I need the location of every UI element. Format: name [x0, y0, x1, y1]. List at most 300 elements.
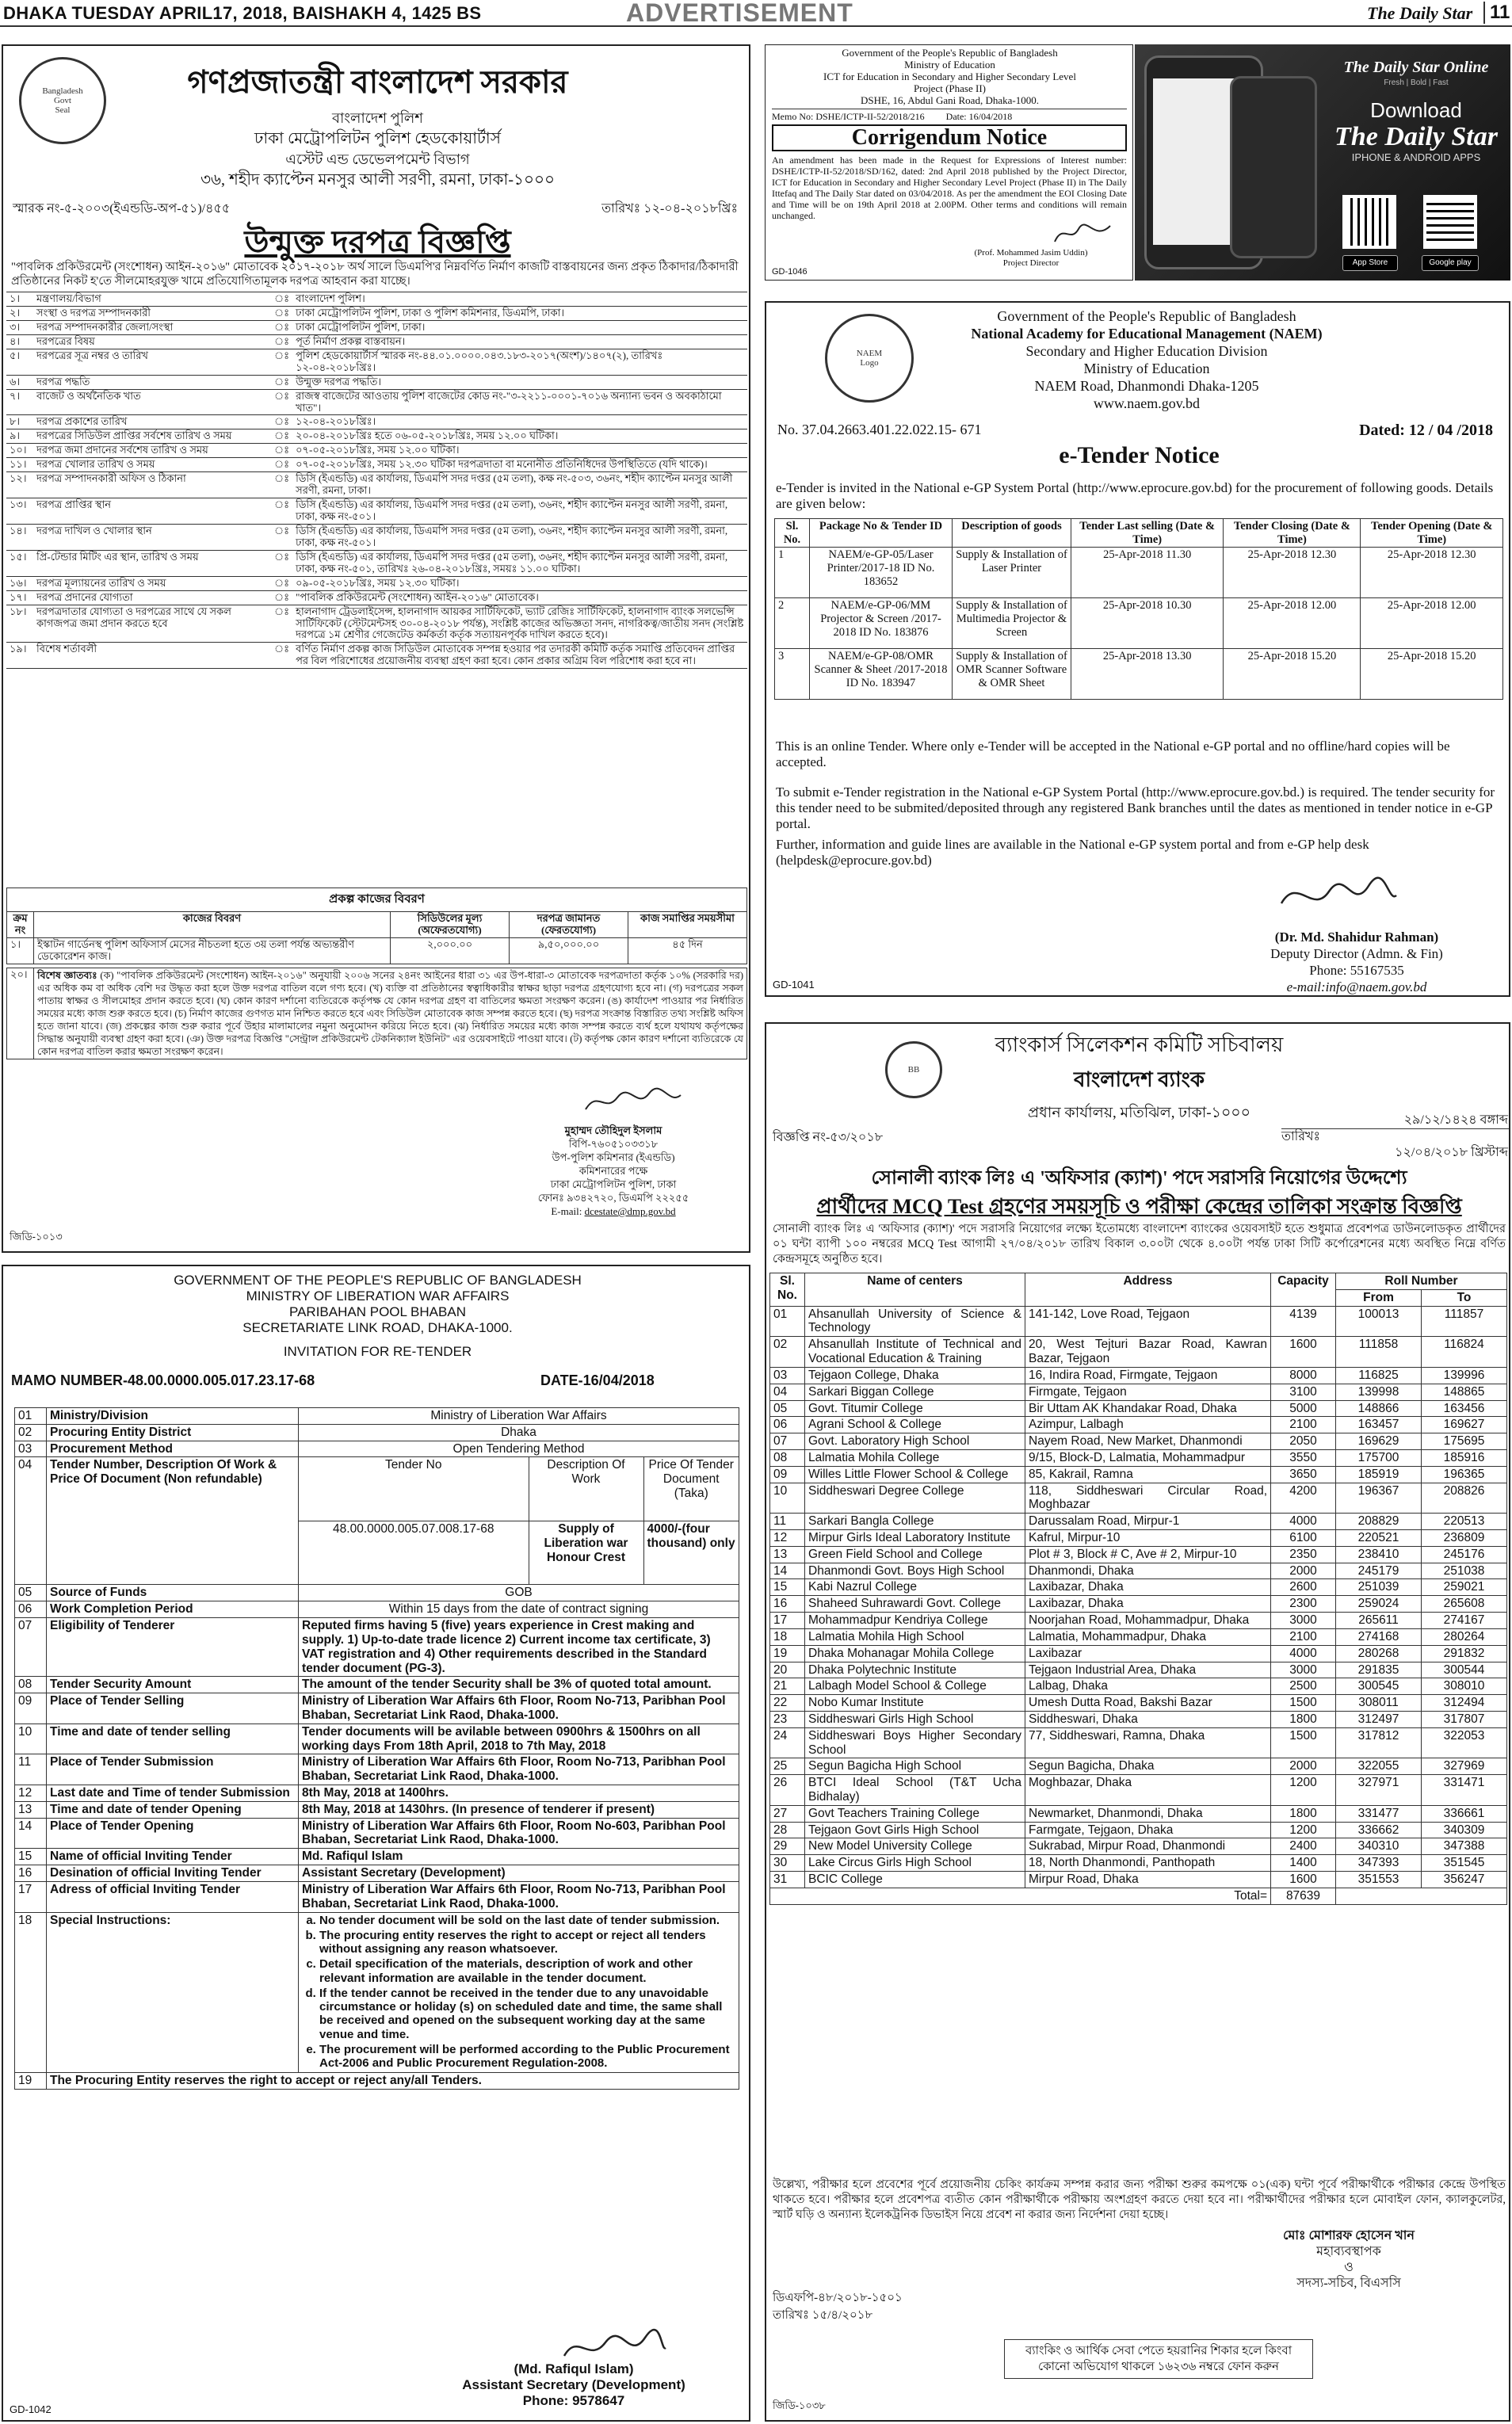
bank-cell: Dhanmondi Govt. Boys High School — [805, 1563, 1025, 1579]
bn1-work-section — [6, 888, 747, 1059]
bank-cell: 312497 — [1336, 1711, 1422, 1727]
bank-title2: প্রার্থীদের MCQ Test গ্রহণের সময়সূচি ও পরীক্ষা কেন্দ্রের তালিকা সংক্রান্ত বিজ্ঞপ্তি — [816, 1195, 1462, 1218]
naem-signer-line: Deputy Director (Admn. & Fin) — [1270, 946, 1443, 961]
bn1-colon: ঃ — [271, 320, 292, 334]
re-cell: 15 — [15, 1849, 47, 1865]
bank-cell: 118, Siddheswari Circular Road, Moghbazar — [1025, 1483, 1271, 1514]
re-title: INVITATION FOR RE-TENDER — [283, 1344, 472, 1359]
naem-header-row — [775, 519, 1503, 548]
bank-cell: 77, Siddheswari, Ramna, Dhaka — [1025, 1727, 1271, 1758]
bn1-cell: ১২। — [6, 472, 33, 498]
corr-memo-bar — [772, 109, 1127, 123]
re-cell: Special Instructions: — [47, 1912, 299, 2073]
bank-cell: 04 — [770, 1384, 805, 1400]
corr-header-line: Government of the People's Republic of Bangladesh — [842, 47, 1058, 59]
bank-cell: New Model University College — [805, 1838, 1025, 1855]
naem-email[interactable]: e-mail:info@naem.gov.bd — [1286, 979, 1427, 994]
bank-cell: 185919 — [1336, 1466, 1422, 1483]
bank-cell: 220521 — [1336, 1530, 1422, 1547]
re-row — [15, 1585, 739, 1601]
naem-cell: 25-Apr-2018 13.30 — [1071, 649, 1224, 700]
bank-cell: Govt. Laboratory High School — [805, 1433, 1025, 1450]
bank-cell: 4200 — [1271, 1483, 1336, 1514]
bn1-row — [6, 306, 747, 320]
bn1-special-no: ২০। — [7, 968, 34, 1059]
bn1-cell: ডিসি (ইএন্ডডি) এর কার্যালয়, ডিএমপি সদর দপ্তর (৫ম তলা), ৩৬নং, শহীদ ক্যাপ্টেন মনসুর আলী সরণী, রমনা, ঢাকা, কক্ষ নং-৫০১, তারিখঃ ২৬-০৪-২০১৮খ্রিঃ, সময়ঃ ১১.০০ ঘটিকা। — [292, 550, 747, 576]
bank-cell: 15 — [770, 1579, 805, 1596]
bank-cell: 4139 — [1271, 1306, 1336, 1337]
naem-header-line: Government of the People's Republic of Bangladesh — [997, 308, 1296, 324]
re-cell: 02 — [15, 1424, 47, 1441]
bn1-work-cell: ৪৫ দিন — [628, 937, 747, 964]
bank-cell: Laxibazar, Dhaka — [1025, 1596, 1271, 1613]
bn1-cell: ০৭-০৫-২০১৮খ্রিঃ, সময় ১২.০০ ঘটিকা। — [292, 444, 747, 458]
bank-logo-icon: BB — [885, 1041, 942, 1098]
bank-cell: 1200 — [1271, 1822, 1336, 1838]
corr-header — [766, 47, 1133, 106]
bank-row — [770, 1775, 1507, 1806]
bank-cell: 139998 — [1336, 1384, 1422, 1400]
re-instruction-item: c. Detail specification of the materials, description of work and other relevant information are available in the tender document. — [319, 1957, 735, 1985]
bank-total: 87639 — [1271, 1888, 1336, 1904]
corr-memo: Memo No: DSHE/ICTP-II-52/2018/216 — [772, 111, 925, 122]
bank-cell: 1500 — [1271, 1695, 1336, 1712]
bn1-rows — [6, 292, 747, 669]
bank-cell: Noorjahan Road, Mohammadpur, Dhaka — [1025, 1613, 1271, 1629]
bn1-cell: "পাবলিক প্রকিউরমেন্ট (সংশোধন) আইন-২০১৬" মোতাবেক। — [292, 590, 747, 605]
bn1-cell: দরপত্র সম্পাদনকারী অফিস ও ঠিকানা — [33, 472, 271, 498]
section-label: ADVERTISEMENT — [626, 0, 853, 27]
bank-cell: 8000 — [1271, 1367, 1336, 1384]
re-table — [14, 1407, 739, 2090]
bn1-cell: ১। — [6, 292, 33, 307]
re-cell: Reputed firms having 5 (five) years experience in Crest making and supply. 1) Up-to-date trade licence 2) Current income tax certificate, 3) VAT registration and 4) Other requirements described in the Standard tender document (PG-3). — [299, 1618, 739, 1677]
bank-signer-line: সদস্য-সচিব, বিএসসি — [1296, 2277, 1401, 2290]
bank-cell: 300544 — [1422, 1662, 1507, 1678]
re-cell: 8th May, 2018 at 1400hrs. — [299, 1785, 739, 1802]
re-cell: Dhaka — [299, 1424, 739, 1441]
re-cell: 17 — [15, 1881, 47, 1912]
bn1-cell: দরপত্র প্রকাশের তারিখ — [33, 415, 271, 429]
bn1-cell: ডিসি (ইএন্ডডি) এর কার্যালয়, ডিএমপি সদর দপ্তর (৫ম তলা), ৩৬নং, শহীদ ক্যাপ্টেন মনসুর আলী সরণী, রমনা, ঢাকা, কক্ষ নং-৫০১। — [292, 524, 747, 550]
bank-cell: 06 — [770, 1417, 805, 1433]
bn1-work-header: কাজ সমাপ্তির সময়সীমা — [628, 912, 747, 938]
re-r4-value: 48.00.0000.005.07.008.17-68 — [299, 1521, 529, 1584]
naem-memo: No. 37.04.2663.401.22.022.15- 671 — [777, 422, 982, 437]
bn1-cell: ১৯। — [6, 643, 33, 669]
bn1-title: উন্মুক্ত দরপত্র বিজ্ঞপ্তি — [244, 224, 511, 260]
naem-signer-line: (Dr. Md. Shahidur Rahman) — [1274, 930, 1439, 945]
bank-cell: 322053 — [1422, 1727, 1507, 1758]
re-cell: 01 — [15, 1408, 47, 1425]
bank-cell: 111857 — [1422, 1306, 1507, 1337]
bank-cell: 4000 — [1271, 1514, 1336, 1530]
bank-row — [770, 1417, 1507, 1433]
bank-cell: Lalmatia Mohila High School — [805, 1628, 1025, 1645]
bank-cell: 274168 — [1336, 1628, 1422, 1645]
re-header-line: GOVERNMENT OF THE PEOPLE'S REPUBLIC OF BANGLADESH — [174, 1273, 582, 1288]
naem-header-line: Ministry of Education — [1083, 361, 1210, 376]
re-instruction-item: a. No tender document will be sold on the last date of tender submission. — [319, 1914, 735, 1927]
bank-row — [770, 1628, 1507, 1645]
bn1-cell: ১২-০৪-২০১৮খ্রিঃ। — [292, 415, 747, 429]
bn1-gov: গণপ্রজাতন্ত্রী বাংলাদেশ সরকার — [187, 64, 568, 100]
re-cell: Place of Tender Submission — [47, 1754, 299, 1785]
masthead — [0, 0, 1512, 27]
bank-cell: Laxibazar — [1025, 1645, 1271, 1662]
bank-date1: ২৯/১২/১৪২৪ বঙ্গাব্দ — [1281, 1113, 1510, 1129]
bank-cell: Dhaka Polytechnic Institute — [805, 1662, 1025, 1678]
bank-row — [770, 1400, 1507, 1417]
re-cell: Desination of official Inviting Tender — [47, 1865, 299, 1882]
re-cell: Md. Rafiqul Islam — [299, 1849, 739, 1865]
bank-cell: 259024 — [1336, 1596, 1422, 1613]
naem-paragraphs — [776, 739, 1501, 868]
bn1-row — [6, 524, 747, 550]
re-cell: Time and date of tender selling — [47, 1724, 299, 1754]
naem-header-cell: Sl. No. — [775, 519, 810, 548]
bank-cell: 169627 — [1422, 1417, 1507, 1433]
re-signer-line: (Md. Rafiqul Islam) — [514, 2361, 634, 2376]
bank-cell: 10 — [770, 1483, 805, 1514]
naem-table — [774, 518, 1503, 700]
bn1-work-heading: প্রকল্প কাজের বিবরণ — [6, 888, 747, 911]
bank-cell: 163457 — [1336, 1417, 1422, 1433]
re-cell: Time and date of tender Opening — [47, 1801, 299, 1818]
bn1-cell: দরপত্রের বিষয় — [33, 334, 271, 349]
bank-row — [770, 1337, 1507, 1368]
re-instruction-item: d. If the tender cannot be received in the tender due to any unavoidable circumstance or holiday (s) on scheduled date and time, the same shall be received and opened on the subsequent working day at the same venue and time. — [319, 1987, 735, 2041]
bank-gd-code: জিডি-১০৩৮ — [773, 2399, 826, 2411]
bn1-special-table — [6, 968, 747, 1059]
bank-cell: Tejgaon Govt Girls High School — [805, 1822, 1025, 1838]
bank-cell: 322055 — [1336, 1758, 1422, 1775]
naem-cell: 3 — [775, 649, 810, 700]
bank-hotline-box: ব্যাংকিং ও আর্থিক সেবা পেতে হয়রানির শিকার হলে কিংবা কোনো অভিযোগ থাকলে ১৬২৩৬ নম্বরে ফোন করুন — [1004, 2339, 1313, 2379]
naem-header-cell: Package No & Tender ID — [810, 519, 953, 548]
naem-date: Dated: 12 / 04 /2018 — [1359, 422, 1493, 439]
re-r18-list — [302, 1914, 735, 2071]
bank-cell: 1400 — [1271, 1855, 1336, 1872]
bank-total-label: Total= — [770, 1888, 1271, 1904]
bn1-colon: ঃ — [271, 444, 292, 458]
bn1-cell: ৩। — [6, 320, 33, 334]
bank-cell: 220513 — [1422, 1514, 1507, 1530]
naem-cell: Supply & Installation of Laser Printer — [953, 548, 1071, 598]
bn1-cell: ১১। — [6, 458, 33, 472]
bank-cell: 03 — [770, 1367, 805, 1384]
naem-header-cell: Description of goods — [953, 519, 1071, 548]
bank-cell: 2050 — [1271, 1433, 1336, 1450]
bank-signer-line: ও — [1344, 2261, 1354, 2274]
re-instruction-item: b. The procuring entity reserves the right to accept or reject all tenders without assigning any reason whatsoever. — [319, 1929, 735, 1956]
re-cell: Procurement Method — [47, 1441, 299, 1457]
bn1-cell: ৪। — [6, 334, 33, 349]
bn1-colon: ঃ — [271, 590, 292, 605]
naem-cell: 25-Apr-2018 12.30 — [1224, 548, 1361, 598]
re-cell: 16 — [15, 1865, 47, 1882]
naem-cell: 25-Apr-2018 10.30 — [1071, 598, 1224, 649]
bn1-row — [6, 349, 747, 375]
bank-cell: 331477 — [1336, 1805, 1422, 1822]
bank-cell: Govt Teachers Training College — [805, 1805, 1025, 1822]
bn1-cell: হালনাগাদ ট্রেডলাইসেন্স, হালনাগাদ আয়কর সার্টিফিকেট, ভ্যাট রেজিঃ সার্টিফিকেট, হালনাগাদ ব্যাংক সলভেন্সি সার্টিফিকেট (স্টেটমেন্টসহ ৩০-০৪-২০১৮ পর্যন্ত), সংশ্লিষ্ট কাজের অভিজ্ঞতা সনদ, নাগরিকত্ব/জাতীয় সনদ (সংশ্লিষ্ট দরপত্রে ১ম শ্রেণীর গেজেটেড কর্মকর্তা কর্তৃক সত্যায়নপূর্বক দাখিল করতে হবে)। — [292, 605, 747, 643]
bn1-work-header: ক্রম নং — [7, 912, 34, 938]
corr-header-line: ICT for Education in Secondary and Higher Secondary Level — [823, 71, 1076, 82]
bn1-gd-code: জিডি-১০১৩ — [10, 1231, 63, 1243]
naem-logo-icon: NAEM Logo — [825, 314, 914, 403]
re-row — [15, 1801, 739, 1818]
bn1-signer — [479, 1124, 748, 1218]
bank-cell: Lake Circus Girls High School — [805, 1855, 1025, 1872]
naem-cell: 25-Apr-2018 12.00 — [1224, 598, 1361, 649]
bn1-colon: ঃ — [271, 576, 292, 590]
bn1-cell: দরপত্র প্রাপ্তির স্থান — [33, 498, 271, 525]
app-store-button[interactable]: App Store — [1342, 255, 1398, 271]
bank-cell: 2600 — [1271, 1579, 1336, 1596]
bn1-colon: ঃ — [271, 458, 292, 472]
naem-header-cell: Tender Opening (Date & Time) — [1361, 519, 1503, 548]
re-cell: 06 — [15, 1601, 47, 1618]
bank-rows — [770, 1306, 1507, 1888]
bank-cell: Siddheswari Boys Higher Secondary School — [805, 1727, 1025, 1758]
bank-row — [770, 1563, 1507, 1579]
bank-cell: Green Field School and College — [805, 1546, 1025, 1563]
naem-header-cell: Tender Last selling (Date & Time) — [1071, 519, 1224, 548]
re-cell: Ministry/Division — [47, 1408, 299, 1425]
bank-cell: 2400 — [1271, 1838, 1336, 1855]
corr-signer-line: Project Director — [1002, 258, 1060, 268]
bank-cell: Darussalam Road, Mirpur-1 — [1025, 1514, 1271, 1530]
bank-cell: 331471 — [1422, 1775, 1507, 1806]
naem-cell: Supply & Installation of OMR Scanner Software & OMR Sheet — [953, 649, 1071, 700]
bank-row — [770, 1695, 1507, 1712]
bank-title1: সোনালী ব্যাংক লিঃ এ 'অফিসার (ক্যাশ)' পদে সরাসরি নিয়োগের উদ্দেশ্যে — [871, 1168, 1407, 1189]
naem-row — [775, 598, 1503, 649]
bank-cell: Siddheswari, Dhaka — [1025, 1711, 1271, 1727]
bn1-cell: দরপত্রদাতার যোগ্যতা ও দরপত্রের সাথে যে সকল কাগজপত্র জমা প্রদান করতে হবে — [33, 605, 271, 643]
bn1-cell: ৮। — [6, 415, 33, 429]
bank-cell: 17 — [770, 1613, 805, 1629]
bn1-cell: ঢাকা মেট্রোপলিটন পুলিশ, ঢাকা। — [292, 320, 747, 334]
bank-row — [770, 1822, 1507, 1838]
bn1-cell: ডিসি (ইএন্ডডি) এর কার্যালয়, ডিএমপি সদর দপ্তর (৫ম তলা), কক্ষ নং-৫০৩, ৩৬নং, শহীদ ক্যাপ্টেন মনসুর আলী সরণী, রমনা, ঢাকা। — [292, 472, 747, 498]
corr-header-line: Project (Phase II) — [914, 82, 986, 94]
re-cell: 12 — [15, 1785, 47, 1802]
bank-cell: 1500 — [1271, 1727, 1336, 1758]
bank-cell: 347393 — [1336, 1855, 1422, 1872]
bn1-row — [6, 472, 747, 498]
bank-cell: Newmarket, Dhanmondi, Dhaka — [1025, 1805, 1271, 1822]
bank-cell: Mirpur Girls Ideal Laboratory Institute — [805, 1530, 1025, 1547]
page-number: 11 — [1483, 2, 1510, 24]
bank-cell: 5000 — [1271, 1400, 1336, 1417]
bank-date2: ১২/০৪/২০১৮ খ্রিস্টাব্দ — [1395, 1146, 1508, 1159]
bn1-signer-line: বিপি-৭৬০৫১০৩৩১৮ — [568, 1138, 659, 1150]
bank-cell: Tejgaon College, Dhaka — [805, 1367, 1025, 1384]
bank-cell: 236809 — [1422, 1530, 1507, 1547]
naem-cell: 25-Apr-2018 12.30 — [1361, 548, 1503, 598]
bn1-colon: ঃ — [271, 643, 292, 669]
bank-header-cell: Name of centers — [805, 1273, 1025, 1307]
bank-row — [770, 1466, 1507, 1483]
bank-row — [770, 1662, 1507, 1678]
bank-cell: BTCI Ideal School (T&T Ucha Bidhalay) — [805, 1775, 1025, 1806]
bank-cell: 351545 — [1422, 1855, 1507, 1872]
bn1-signer-line: মুহাম্মদ তৌহিদুল ইসলাম — [564, 1124, 662, 1136]
bn1-colon: ঃ — [271, 334, 292, 349]
re-cell: Adress of official Inviting Tender — [47, 1881, 299, 1912]
bank-header-cell: Sl. No. — [770, 1273, 805, 1307]
bank-cell: Lalmatia Mohila College — [805, 1449, 1025, 1466]
bank-cell: 3100 — [1271, 1384, 1336, 1400]
bn1-work-cell: ২,০০০.০০ — [391, 937, 510, 964]
bn1-date: তারিখঃ ১২-০৪-২০১৮খ্রিঃ — [601, 202, 738, 216]
bank-cell: Mirpur Road, Dhaka — [1025, 1872, 1271, 1888]
bank-cell: 2000 — [1271, 1758, 1336, 1775]
bn1-work-cell: ১। — [7, 937, 34, 964]
bank-row — [770, 1367, 1507, 1384]
re-memo: MAMO NUMBER-48.00.0000.005.017.23.17-68 — [11, 1372, 315, 1388]
bn1-colon: ঃ — [271, 306, 292, 320]
bank-cell: 02 — [770, 1337, 805, 1368]
bank-cell: 265611 — [1336, 1613, 1422, 1629]
naem-cell: NAEM/e-GP-05/Laser Printer/2017-18 ID No. 183652 — [810, 548, 953, 598]
naem-header-line: www.naem.gov.bd — [1093, 395, 1201, 411]
bank-cell: Shaheed Suhrawardi Govt. College — [805, 1596, 1025, 1613]
re-header-line: SECRETARIATE LINK ROAD, DHAKA-1000. — [242, 1320, 513, 1335]
re-cell: Source of Funds — [47, 1585, 299, 1601]
re-cell: 04 — [15, 1457, 47, 1585]
bn1-cell: ১৩। — [6, 498, 33, 525]
re-rows — [15, 1585, 739, 1912]
bank-cell: 351553 — [1336, 1872, 1422, 1888]
bank-cell: 2000 — [1271, 1563, 1336, 1579]
bn1-cell: দরপত্রের সিডিউল প্রাপ্তির সর্বশেষ তারিখ ও সময় — [33, 429, 271, 444]
bn1-email-link[interactable]: dcestate@dmp.gov.bd — [584, 1205, 676, 1217]
bank-cell: 317807 — [1422, 1711, 1507, 1727]
bank-cell: Lalbagh Model School & College — [805, 1678, 1025, 1695]
re-cell: 8th May, 2018 at 1430hrs. (In presence of tenderer if present) — [299, 1801, 739, 1818]
promo-tag: Fresh | Bold | Fast — [1384, 78, 1449, 87]
app-promo-ad — [1135, 44, 1510, 281]
bn1-row — [6, 334, 747, 349]
bank-cell: 116825 — [1336, 1367, 1422, 1384]
re-cell: 13 — [15, 1801, 47, 1818]
bank-cell: Mohammadpur Kendriya College — [805, 1613, 1025, 1629]
bank-date-block — [1281, 1113, 1510, 1161]
bank-row — [770, 1838, 1507, 1855]
re-header-line: MINISTRY OF LIBERATION WAR AFFAIRS — [246, 1288, 510, 1304]
bank-cell: Kabi Nazrul College — [805, 1579, 1025, 1596]
bank-cell: 274167 — [1422, 1613, 1507, 1629]
bn1-row — [6, 292, 747, 307]
bank-cell: 31 — [770, 1872, 805, 1888]
bank-cell: Sarkari Bangla College — [805, 1514, 1025, 1530]
bn1-cell: ০৯-০৫-২০১৮খ্রিঃ, সময় ১২.৩০ ঘটিকা। — [292, 576, 747, 590]
corr-body: An amendment has been made in the Request for Expressions of Interest number: DSHE/ICTP-II-52/2018/SD/162, dated: 2nd April 2018 published by the Project Director, ICT for Education in Secondary and Higher Secondary Level Project (Phase II) in The Daily Ittefaq and The Daily Star dated on 03/04/2018. As per the amendment the EOI Closing Date and Time will be on 19th April 2018 at 2.00PM. Other terms and conditions will remain unchanged. — [772, 155, 1127, 221]
bank-cell: 1800 — [1271, 1711, 1336, 1727]
bank-cell: 336662 — [1336, 1822, 1422, 1838]
re-cell: 18 — [15, 1912, 47, 2073]
bn1-row — [6, 576, 747, 590]
bank-cell: 139996 — [1422, 1367, 1507, 1384]
bank-cell: 2500 — [1271, 1678, 1336, 1695]
google-play-button[interactable]: Google play — [1422, 255, 1479, 271]
bank-cell: 291832 — [1422, 1645, 1507, 1662]
bank-total-blank — [1336, 1888, 1507, 1904]
bank-h2: বাংলাদেশ ব্যাংক — [1073, 1068, 1205, 1091]
re-cell: 14 — [15, 1818, 47, 1849]
bn1-colon: ঃ — [271, 472, 292, 498]
bank-cell: Plot # 3, Block # C, Ave # 2, Mirpur-10 — [1025, 1546, 1271, 1563]
naem-title: e-Tender Notice — [1059, 442, 1220, 468]
bn1-signer-line: উপ-পুলিশ কমিশনার (ইএন্ডডি) — [552, 1151, 675, 1163]
bank-cell: 116824 — [1422, 1337, 1507, 1368]
bank-cell: Kafrul, Mirpur-10 — [1025, 1530, 1271, 1547]
re-tender-ad — [2, 1265, 750, 2422]
bn1-org-line: ৩৬, শহীদ ক্যাপ্টেন মনসুর আলী সরণী, রমনা, ঢাকা-১০০০ — [200, 171, 555, 189]
bn1-cell: ২। — [6, 306, 33, 320]
bank-row — [770, 1433, 1507, 1450]
corr-header-line: DSHE, 16, Abdul Gani Road, Dhaka-1000. — [861, 94, 1039, 106]
bn1-work-cell: ইস্কাটন গার্ডেনস্থ পুলিশ অফিসার্স মেসের নীচতলা হতে ৩য় তলা পর্যন্ত অভ্যন্তরীণ ডেকোরেশন কাজ। — [34, 937, 391, 964]
bn1-email-line — [479, 1204, 748, 1218]
bn1-row — [6, 498, 747, 525]
bank-cell: Sukrabad, Mirpur Road, Dhanmondi — [1025, 1838, 1271, 1855]
bn1-cell: পুলিশ হেডকোয়ার্টার্স স্মারক নং-৪৪.০১.০০০০.০৪৩.১৮৩-২০১৭(অংশ)/১৪০৭(২), তারিখঃ ১২-০৪-২০১৮খ্রিঃ। — [292, 349, 747, 375]
bank-cell: 280268 — [1336, 1645, 1422, 1662]
bank-cell: 27 — [770, 1805, 805, 1822]
re-cell: Procuring Entity District — [47, 1424, 299, 1441]
bank-cell: Tejgaon Industrial Area, Dhaka — [1025, 1662, 1271, 1678]
bn1-org-line: ঢাকা মেট্রোপলিটন পুলিশ হেডকোয়ার্টার্স — [254, 130, 501, 147]
re-cell: The Procuring Entity reserves the right to accept or reject any/all Tenders. — [47, 2073, 739, 2090]
bank-cell: 111858 — [1336, 1337, 1422, 1368]
re-gd-code: GD-1042 — [10, 2403, 52, 2415]
bank-cell: Lalbag, Dhaka — [1025, 1678, 1271, 1695]
bank-cell: 208829 — [1336, 1514, 1422, 1530]
bn1-cell: ১০। — [6, 444, 33, 458]
bank-cell: BCIC College — [805, 1872, 1025, 1888]
re-signer — [415, 2361, 732, 2409]
bank-row — [770, 1449, 1507, 1466]
naem-header — [861, 307, 1432, 412]
re-r4-header: Price Of Tender Document (Taka) — [643, 1457, 739, 1521]
bank-cell: 327969 — [1422, 1758, 1507, 1775]
bn1-cell: সংস্থা ও দরপত্র সম্পাদনকারী — [33, 306, 271, 320]
corr-date: Date: 16/04/2018 — [945, 111, 1013, 122]
bn1-row — [6, 605, 747, 643]
re-cell: Within 15 days from the date of contract signing — [299, 1601, 739, 1618]
bank-header-cell: From — [1336, 1289, 1422, 1306]
bank-cell: 280264 — [1422, 1628, 1507, 1645]
corr-title: Corrigendum Notice — [772, 124, 1127, 151]
bn1-cell: ৭। — [6, 389, 33, 415]
bank-cell: 16 — [770, 1596, 805, 1613]
bank-cell: 175700 — [1336, 1449, 1422, 1466]
bn1-signer-line: ঢাকা মেট্রোপলিটন পুলিশ, ঢাকা — [550, 1178, 677, 1190]
bank-cell: 300545 — [1336, 1678, 1422, 1695]
re-header-line: PARIBAHAN POOL BHABAN — [289, 1304, 466, 1319]
bank-header-cell: Roll Number — [1336, 1273, 1507, 1290]
bank-cell: 2350 — [1271, 1546, 1336, 1563]
bn1-cell: ডিসি (ইএন্ডডি) এর কার্যালয়, ডিএমপি সদর দপ্তর (৫ম তলা), ৩৬নং, শহীদ ক্যাপ্টেন মনসুর আলী সরণী, রমনা, ঢাকা, কক্ষ নং-৫০১। — [292, 498, 747, 525]
bn1-cell: দরপত্র পদ্ধতি — [33, 375, 271, 389]
bank-cell: Firmgate, Tejgaon — [1025, 1384, 1271, 1400]
bank-cell: 01 — [770, 1306, 805, 1337]
bank-cell: 238410 — [1336, 1546, 1422, 1563]
